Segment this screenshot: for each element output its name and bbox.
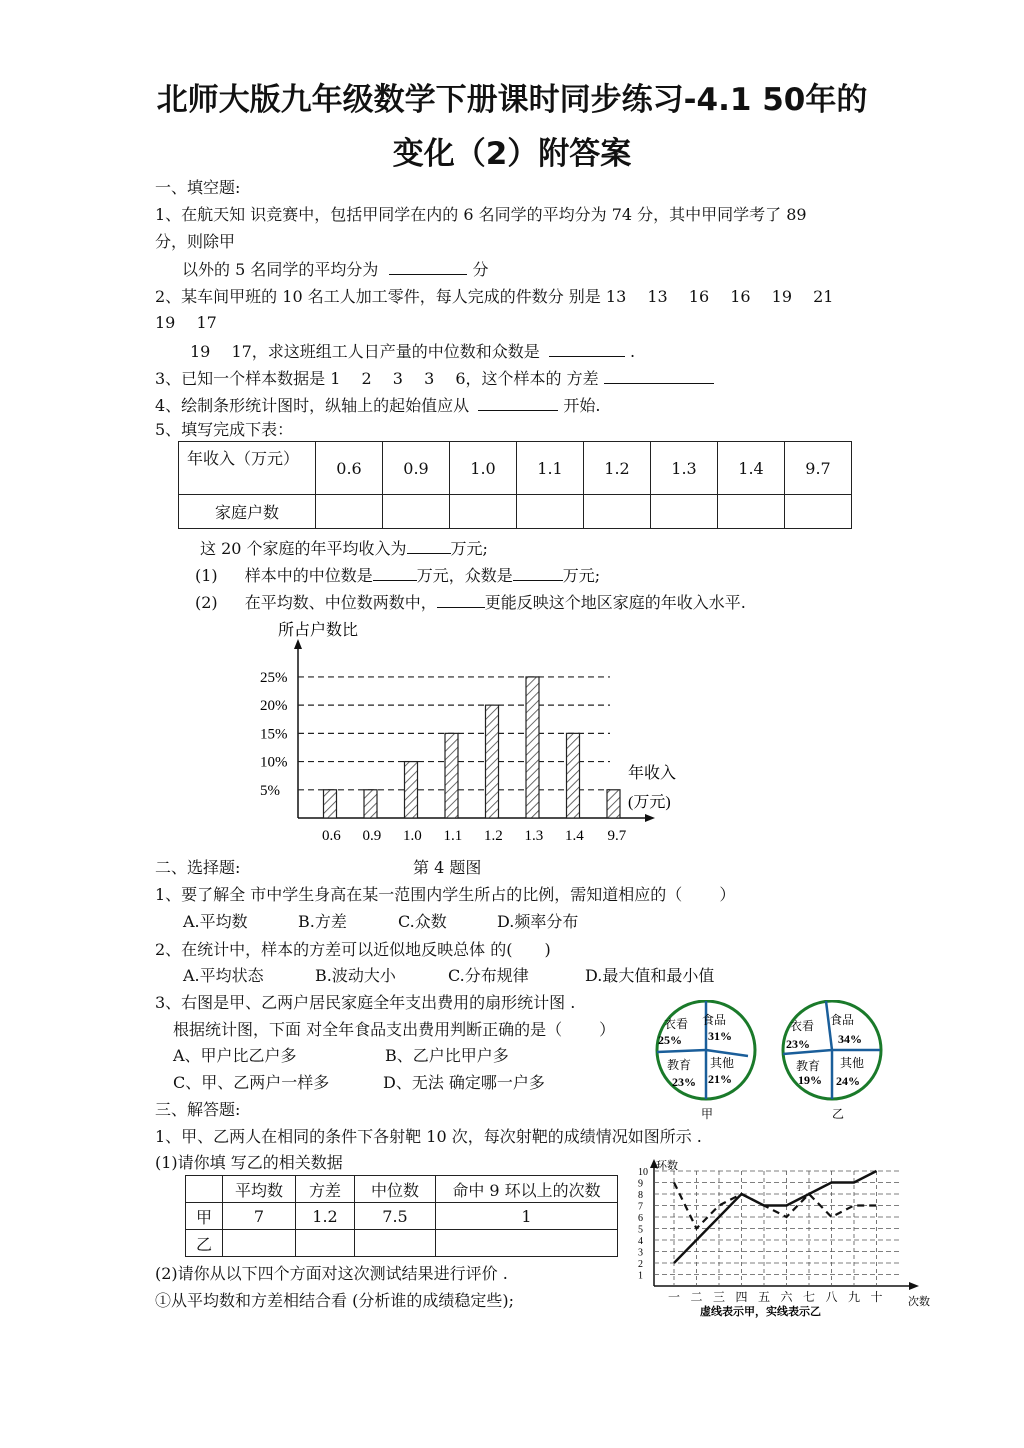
pie-yi (783, 1001, 881, 1121)
income-cell: 0.9 (383, 442, 450, 495)
line-chart-ytick: 8 (638, 1190, 643, 1201)
bar-chart-bar (324, 790, 337, 818)
line-chart-xtick: 四 (735, 1290, 748, 1304)
q2-end: . (630, 342, 636, 361)
q1-line2: 分，则除甲 (155, 232, 236, 251)
shooting-cell-input[interactable] (296, 1230, 355, 1257)
household-count-cell[interactable] (584, 495, 651, 529)
bar-chart-xtick: 1.3 (524, 828, 544, 844)
pie-jia-value: 21% (708, 1072, 732, 1086)
line-x-arrow-icon (909, 1282, 919, 1290)
page-title-line1: 北师大版九年级数学下册课时同步练习-4.1 50年的 (156, 82, 868, 118)
income-cell: 1.0 (450, 442, 517, 495)
line-chart-ytick: 6 (638, 1213, 643, 1224)
shooting-cell-input[interactable] (223, 1230, 296, 1257)
pie-jia-value: 31% (708, 1029, 732, 1043)
household-count-cell[interactable] (383, 495, 450, 529)
bar-chart-bar (364, 790, 377, 818)
pie-yi-label: 教育 (796, 1059, 821, 1073)
income-cell: 1.2 (584, 442, 651, 495)
bar-chart-bar (607, 790, 620, 818)
mc-q2: 2、在统计中，样本的方差可以近似地反映总体 的( ) (155, 940, 551, 959)
line-chart-ytick: 4 (638, 1236, 643, 1247)
q4-end: 开始. (563, 396, 601, 415)
part2-number: (2) (195, 593, 218, 612)
shooting-cell: 7.5 (355, 1203, 436, 1230)
shooting-cell-input[interactable] (355, 1230, 436, 1257)
q3-text: 3、已知一个样本数据是 1 2 3 3 6，这个样本的 方差 (155, 369, 599, 388)
part2-text-b: 更能反映这个地区家庭的年收入水平. (484, 593, 746, 612)
section1-heading: 一、填空题: (155, 178, 241, 197)
mc-q2-option-d[interactable]: D.最大值和最小值 (585, 966, 715, 985)
shooting-cell: 1.2 (296, 1203, 355, 1230)
part1-text-a: 样本中的中位数是 (244, 566, 373, 585)
q4-line (155, 394, 600, 416)
part1-line (195, 564, 600, 586)
shooting-table-header: 命中 9 环以上的次数 (436, 1176, 618, 1203)
s3-sub1: (1)请你填 写乙的相关数据 (155, 1153, 343, 1172)
household-count-head: 家庭户数 (179, 495, 316, 529)
pie-yi-value: 23% (786, 1037, 810, 1051)
shooting-cell: 1 (436, 1203, 618, 1230)
q1-unit: 分 (472, 260, 489, 279)
pie-yi-value: 19% (798, 1073, 822, 1087)
shooting-cell-input[interactable] (436, 1230, 618, 1257)
bar-chart-bar (526, 677, 539, 818)
part2-text-a: 在平均数、中位数两数中， (244, 593, 437, 612)
shooting-line-chart (630, 1150, 935, 1325)
line-chart-caption: 虚线表示甲，实线表示乙 (700, 1306, 821, 1318)
shooting-row-label: 乙 (186, 1230, 223, 1257)
bar-chart-xtick: 0.6 (322, 828, 341, 844)
pie-jia-label: 食品 (702, 1013, 727, 1027)
pie-yi-label: 衣看 (790, 1019, 815, 1033)
part1-number: (1) (195, 566, 218, 585)
bar-chart-xtick: 1.4 (565, 828, 584, 844)
line-chart-ytick: 2 (638, 1259, 643, 1270)
part2-answer-blank[interactable] (437, 591, 485, 608)
s3-q1: 1、甲、乙两人在相同的条件下各射靶 10 次，每次射靶的成绩情况如图所示 . (155, 1127, 702, 1146)
section2-heading: 二、选择题: (155, 858, 241, 877)
bar-chart-xlabel-1: 年收入 (628, 765, 677, 782)
mc-q1-option-d[interactable]: D.频率分布 (497, 912, 579, 931)
line-chart-ytick: 1 (638, 1270, 643, 1282)
y-axis-arrow-icon (294, 639, 302, 649)
pie-jia-label: 教育 (667, 1058, 692, 1072)
mc-q1-option-b[interactable]: B.方差 (298, 912, 347, 931)
household-count-cell[interactable] (316, 495, 383, 529)
line-chart-ytick: 10 (638, 1167, 648, 1178)
bar-chart-bar (486, 705, 499, 818)
pie-jia-value: 25% (658, 1033, 682, 1047)
mc-q3-option-b[interactable]: B、乙户比甲户多 (385, 1046, 509, 1065)
q2-answer-blank[interactable] (549, 340, 625, 357)
income-cell: 1.1 (517, 442, 584, 495)
line-chart-xlabel: 次数 (908, 1296, 930, 1308)
shooting-table-header: 平均数 (223, 1176, 296, 1203)
q3-line (155, 367, 714, 389)
bar-chart-xtick: 1.0 (403, 828, 422, 844)
bar-chart-ytick: 25% (260, 669, 288, 686)
bar-chart-xtick: 9.7 (607, 828, 627, 844)
household-count-cell[interactable] (450, 495, 517, 529)
bar-chart-xtick: 0.9 (362, 828, 382, 844)
q4-text: 4、绘制条形统计图时，纵轴上的起始值应从 (155, 396, 470, 415)
mc-q1-option-c[interactable]: C.众数 (398, 912, 447, 931)
mc-q3-line1: 3、右图是甲、乙两户居民家庭全年支出费用的扇形统计图 . (155, 993, 576, 1012)
bar-chart-ytick: 10% (260, 754, 288, 771)
income-table (178, 441, 852, 529)
household-count-cell[interactable] (718, 495, 785, 529)
mode-answer-blank[interactable] (513, 564, 563, 581)
pie-yi-caption: 乙 (832, 1107, 845, 1121)
line-chart-xtick: 一 (668, 1290, 681, 1304)
s3-sub2-item1: ①从平均数和方差相结合看 (分析谁的成绩稳定些); (155, 1291, 514, 1310)
mc-q2-option-b[interactable]: B.波动大小 (315, 966, 396, 985)
pie-yi-label: 其他 (840, 1056, 865, 1070)
avg-text: 这 20 个家庭的年平均收入为 (200, 539, 407, 558)
income-cell: 1.4 (718, 442, 785, 495)
mc-q2-option-a[interactable]: A.平均状态 (183, 966, 264, 985)
bar-chart-xlabel-2: (万元) (628, 794, 671, 811)
q2-line1: 2、某车间甲班的 10 名工人加工零件，每人完成的件数分 别是 13 13 16 16 19 21 (155, 287, 834, 306)
q1-answer-blank[interactable] (389, 258, 467, 275)
line-chart-xtick: 十 (870, 1290, 883, 1304)
part2-line (195, 591, 746, 613)
q1-line1: 1、在航天知 识竞赛中，包括甲同学在内的 6 名同学的平均分为 74 分，其中甲同学考了 89 (155, 205, 807, 224)
page-title-line2: 变化（2）附答案 (392, 136, 632, 172)
pie-yi-label: 食品 (830, 1013, 855, 1027)
income-cell: 9.7 (785, 442, 852, 495)
shooting-table-header: 方差 (296, 1176, 355, 1203)
bar-chart-ytick: 5% (260, 782, 280, 799)
mc-q3-line2: 根据统计图，下面 对全年食品支出费用判断正确的是（ ） (173, 1020, 616, 1039)
bar-chart-ytick: 20% (260, 698, 288, 715)
bar-chart-ytick: 15% (260, 726, 288, 743)
line-chart-xtick: 六 (780, 1290, 793, 1304)
median-answer-blank[interactable] (373, 564, 417, 581)
q2-line3 (190, 340, 635, 362)
q1-text: 以外的 5 名同学的平均分为 (182, 260, 379, 279)
mc-q3-option-d[interactable]: D、无法 确定哪一户多 (383, 1073, 545, 1092)
shooting-row-label: 甲 (186, 1203, 223, 1230)
line-chart-ylabel: 环数 (656, 1160, 678, 1172)
avg-unit: 万元; (450, 539, 488, 558)
pie-jia-caption: 甲 (701, 1107, 714, 1121)
bar-chart-xtick: 1.2 (484, 828, 503, 844)
bar-chart-bar (567, 733, 580, 818)
part1-text-c: 万元; (562, 566, 601, 585)
pie-jia (657, 1001, 755, 1121)
mc-q1: 1、要了解全 市中学生身高在某一范围内学生所占的比例，需知道相应的（ ） (155, 885, 736, 904)
income-cell: 0.6 (316, 442, 383, 495)
shooting-table-header: 中位数 (355, 1176, 436, 1203)
bar-chart-ylabel: 所占户数比 (278, 622, 359, 639)
x-axis-arrow-icon (645, 814, 655, 822)
shooting-cell: 7 (223, 1203, 296, 1230)
household-count-cell[interactable] (785, 495, 852, 529)
line-chart-ytick: 9 (638, 1178, 643, 1190)
household-count-cell[interactable] (651, 495, 718, 529)
line-chart-xtick: 三 (713, 1290, 726, 1304)
line-chart-xtick: 八 (825, 1290, 838, 1304)
q1-line3 (182, 258, 489, 280)
bar-chart-xtick: 1.1 (443, 828, 463, 844)
income-cell: 1.3 (651, 442, 718, 495)
s3-sub2: (2)请你从以下四个方面对这次测试结果进行评价 . (155, 1264, 508, 1283)
pie-jia-label: 衣看 (664, 1017, 689, 1031)
bar-chart-bar (405, 762, 418, 818)
line-chart-xtick: 九 (848, 1290, 861, 1304)
income-bar-chart (250, 615, 690, 875)
avg-answer-blank[interactable] (407, 537, 451, 554)
line-chart-ytick: 7 (638, 1201, 643, 1213)
line-chart-xtick: 七 (803, 1290, 816, 1304)
mc-q2-option-c[interactable]: C.分布规律 (448, 966, 529, 985)
q3-answer-blank[interactable] (604, 367, 714, 384)
pie-yi-value: 24% (836, 1074, 860, 1088)
section3-heading: 三、解答题: (155, 1100, 241, 1119)
mc-q3-option-c[interactable]: C、甲、乙两户一样多 (173, 1073, 330, 1092)
q2-line2: 19 17 (155, 313, 217, 332)
q4-answer-blank[interactable] (478, 394, 558, 411)
pie-jia-value: 23% (672, 1075, 696, 1089)
line-chart-ytick: 5 (638, 1224, 643, 1236)
household-count-cell[interactable] (517, 495, 584, 529)
bar-chart-caption: 第 4 题图 (413, 858, 482, 877)
income-table-head: 年收入（万元） (179, 442, 316, 495)
mc-q3-option-a[interactable]: A、甲户比乙户多 (173, 1046, 297, 1065)
q5-line: 5、填写完成下表： (155, 420, 294, 439)
shooting-table-corner (186, 1176, 223, 1203)
avg-line (200, 537, 488, 559)
line-chart-ytick: 3 (638, 1247, 643, 1259)
part1-text-b: 万元，众数是 (416, 566, 513, 585)
shooting-table (185, 1175, 618, 1257)
q2-text: 19 17，求这班组工人日产量的中位数和众数是 (190, 342, 540, 361)
line-chart-xtick: 五 (758, 1290, 771, 1304)
line-chart-xtick: 二 (690, 1290, 703, 1304)
mc-q1-option-a[interactable]: A.平均数 (183, 912, 248, 931)
pie-charts (640, 1000, 890, 1125)
pie-yi-value: 34% (838, 1032, 862, 1046)
pie-jia-label: 其他 (710, 1056, 735, 1070)
bar-chart-bar (445, 733, 458, 818)
